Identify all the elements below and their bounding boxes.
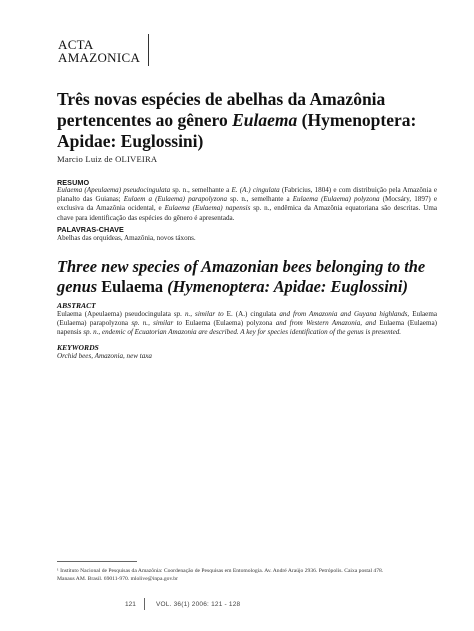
- keywords-heading: KEYWORDS: [57, 343, 99, 352]
- abstract-text: Eulaema (Apeulaema) pseudocingulata sp. n., similar to E. (A.) cingulata and from Amazonia and Guyana highlands, Eulaema (Eulaema) parapolyzona sp. n., similar to Eulaema (Eulaema) polyzona and from Western Amazonia, and Eulaema (Eulaema) napensis sp. n., endemic of Ecuatorian Amazonia are described. A key for species identification of the genus is presented.: [57, 310, 438, 337]
- keywords-text: Orchid bees, Amazonia, new taxa: [57, 352, 152, 360]
- author-name: Marcio Luiz de OLIVEIRA: [57, 154, 158, 164]
- footnote-divider: [57, 561, 137, 562]
- journal-logo: [58, 38, 140, 64]
- footer-divider: [144, 598, 145, 610]
- title-en-genus: Eulaema: [101, 277, 164, 296]
- volume-info: VOL. 36(1) 2006: 121 - 128: [156, 601, 241, 608]
- palavras-chave-text: Abelhas das orquídeas, Amazônia, novos táxons.: [57, 234, 196, 242]
- journal-name-line1: ACTA: [58, 37, 94, 52]
- affiliation-footnote: [57, 568, 442, 583]
- title-en-text: Three new species of Amazonian bees belonging to the genus: [57, 257, 426, 296]
- abstract-heading: ABSTRACT: [57, 301, 96, 310]
- page-number: 121: [125, 601, 136, 608]
- palavras-chave-heading: PALAVRAS-CHAVE: [57, 225, 124, 234]
- resumo-heading: RESUMO: [57, 178, 90, 187]
- title-en-text-end: (Hymenoptera: Apidae: Euglossini): [163, 277, 408, 296]
- logo-divider: [148, 34, 149, 66]
- title-portuguese: [57, 89, 437, 152]
- title-english: [57, 257, 442, 297]
- footnote-line2: Manaus AM. Brasil. 69011-970. mlolive@inpa.gov.br: [57, 575, 178, 582]
- title-pt-text: Três novas espécies de abelhas da Amazônia pertencentes ao gênero: [57, 89, 386, 130]
- journal-name-line2: AMAZONICA: [58, 50, 141, 65]
- resumo-text: Eulaema (Apeulaema) pseudocingulata sp. n., semelhante a E. (A.) cingulata (Fabricius, 1804) e com distribuição pela Amazônia e planalto das Guianas; Eulaem a (Eulaema) parapolyzona sp. n., semelhante a Eulaema (Eulaema) polyzona (Mocsáry, 1897) e exclusiva da Amazônia ocidental, e Eulaema (Eulaema) napensis sp. n., endêmica da Amazônia equatoriana são descritas. Uma chave para identificação das espécies do gênero é apresentada.: [57, 186, 437, 222]
- title-pt-text-end: (Hymenoptera: Apidae: Euglossini): [57, 110, 417, 151]
- title-pt-genus: Eulaema: [232, 110, 298, 130]
- footnote-line1: ¹ Instituto Nacional de Pesquisas da Amazônia: Coordenação de Pesquisas em Entomologia. Av. André Araújo 2936. Petrópolis. Caixa postal 478.: [57, 568, 384, 574]
